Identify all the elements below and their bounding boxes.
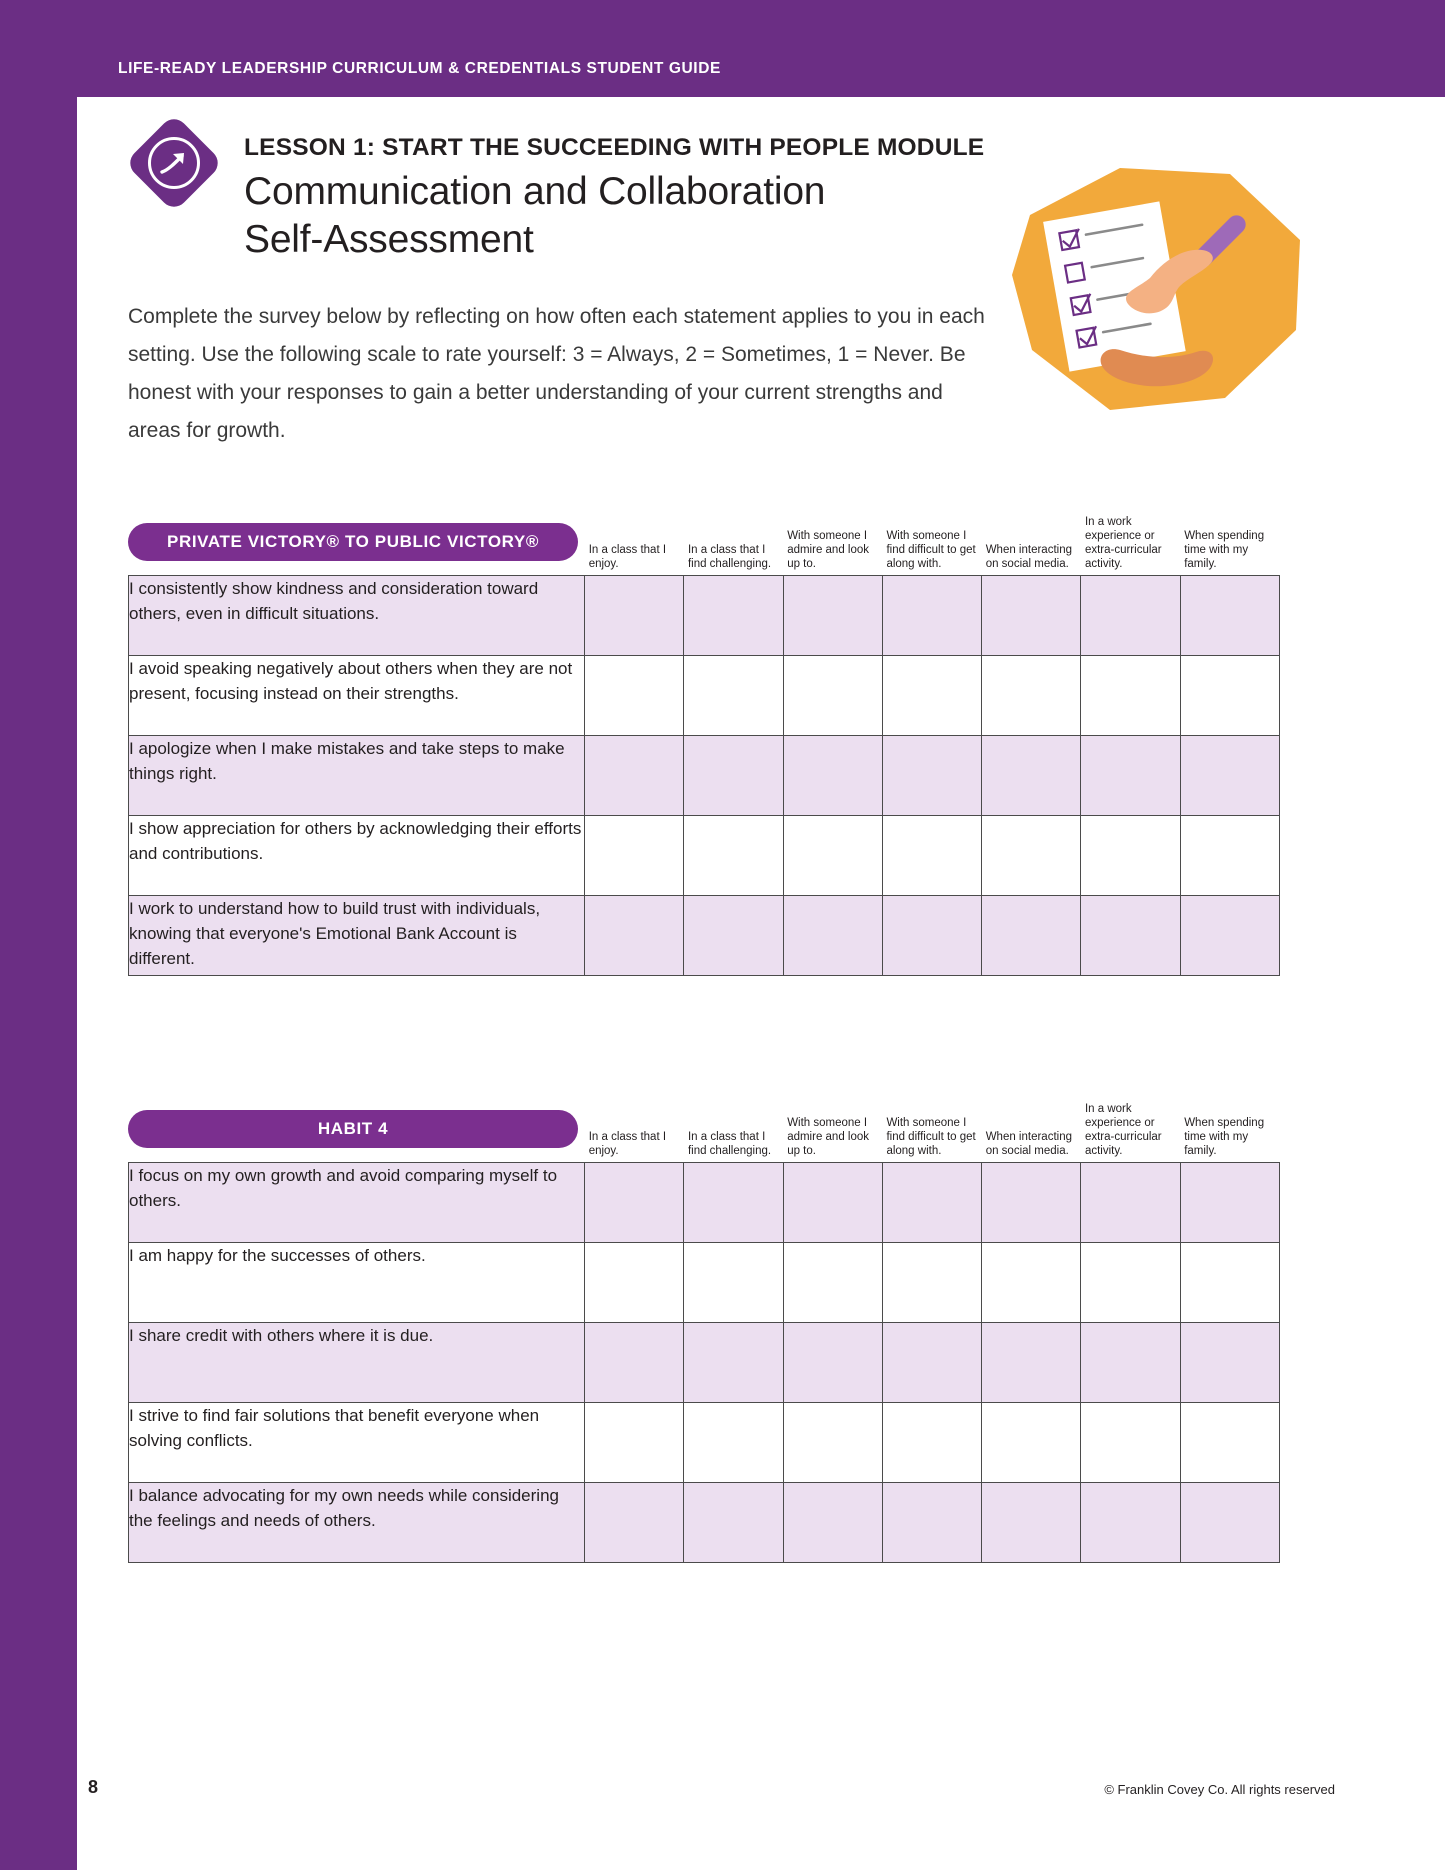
rating-cell[interactable] <box>1081 1323 1180 1403</box>
rating-cell[interactable] <box>1081 816 1180 896</box>
rating-cell[interactable] <box>783 1243 882 1323</box>
table-row <box>129 1243 1280 1323</box>
rating-cell[interactable] <box>1081 896 1180 976</box>
section-pill-habit-4: HABIT 4 <box>128 1110 578 1148</box>
rating-cell[interactable] <box>585 736 684 816</box>
column-header-family: When spending time with my family. <box>1184 1117 1265 1157</box>
rating-cell[interactable] <box>684 1483 783 1563</box>
page-title-line-1: Communication and Collaboration <box>244 170 826 213</box>
column-header-admire: With someone I admire and look up to. <box>787 1117 870 1157</box>
statement-text: I show appreciation for others by acknowledging their efforts and contributions. <box>129 816 585 896</box>
rating-cell[interactable] <box>882 1243 981 1323</box>
intro-paragraph: Complete the survey below by reflecting on how often each statement applies to you in each setting. Use the following scale to rate yourself: 3 = Always, 2 = Sometimes, 1 = Never. Be honest with your responses to gain a better understanding of your current strengths and areas for growth. <box>128 305 985 442</box>
table-row <box>129 1323 1280 1403</box>
rating-cell[interactable] <box>783 1163 882 1243</box>
section-pill-private-victory: PRIVATE VICTORY® TO PUBLIC VICTORY® <box>128 523 578 561</box>
rating-cell[interactable] <box>882 1163 981 1243</box>
rating-cell[interactable] <box>1081 576 1180 656</box>
rating-cell[interactable] <box>1180 1483 1279 1563</box>
table-row <box>129 576 1280 656</box>
rating-cell[interactable] <box>783 736 882 816</box>
column-header-family: When spending time with my family. <box>1184 530 1265 570</box>
rating-cell[interactable] <box>1081 1163 1180 1243</box>
rating-cell[interactable] <box>585 1483 684 1563</box>
column-header-difficult: With someone I find difficult to get along with. <box>886 530 976 570</box>
rating-cell[interactable] <box>585 1163 684 1243</box>
rating-cell[interactable] <box>982 1483 1081 1563</box>
rating-cell[interactable] <box>684 1403 783 1483</box>
rating-cell[interactable] <box>684 1163 783 1243</box>
arrow-circle-icon <box>158 148 190 178</box>
rating-cell[interactable] <box>982 1243 1081 1323</box>
rating-cell[interactable] <box>783 576 882 656</box>
table-row <box>129 1483 1280 1563</box>
table-header-row <box>129 1084 1280 1163</box>
rating-cell[interactable] <box>882 1403 981 1483</box>
rating-cell[interactable] <box>1180 1163 1279 1243</box>
rating-cell[interactable] <box>783 896 882 976</box>
assessment-table-habit-4 <box>128 1084 1280 1563</box>
statement-text: I consistently show kindness and consideration toward others, even in difficult situations. <box>129 576 585 656</box>
table-row <box>129 736 1280 816</box>
rating-cell[interactable] <box>982 736 1081 816</box>
assessment-table-private-victory <box>128 497 1280 976</box>
rating-cell[interactable] <box>1180 656 1279 736</box>
rating-cell[interactable] <box>882 896 981 976</box>
table-row <box>129 656 1280 736</box>
rating-cell[interactable] <box>882 656 981 736</box>
rating-cell[interactable] <box>783 1323 882 1403</box>
column-header-difficult: With someone I find difficult to get along with. <box>886 1117 976 1157</box>
rating-cell[interactable] <box>783 1403 882 1483</box>
rating-cell[interactable] <box>684 896 783 976</box>
table-row <box>129 816 1280 896</box>
page-title-line-2: Self-Assessment <box>244 218 534 261</box>
rating-cell[interactable] <box>982 1163 1081 1243</box>
column-header-class-challenging: In a class that I find challenging. <box>687 544 772 570</box>
rating-cell[interactable] <box>684 1323 783 1403</box>
rating-cell[interactable] <box>1081 656 1180 736</box>
rating-cell[interactable] <box>783 816 882 896</box>
rating-cell[interactable] <box>982 656 1081 736</box>
column-header-social-media: When interacting on social media. <box>985 544 1072 570</box>
rating-cell[interactable] <box>1180 1243 1279 1323</box>
rating-cell[interactable] <box>982 1323 1081 1403</box>
rating-cell[interactable] <box>1180 1403 1279 1483</box>
rating-cell[interactable] <box>1180 736 1279 816</box>
top-purple-bar <box>0 0 1445 97</box>
column-header-class-enjoy: In a class that I enjoy. <box>588 1131 667 1157</box>
table-header-row <box>129 497 1280 576</box>
lesson-kicker: LESSON 1: START THE SUCCEEDING WITH PEOPLE MODULE <box>244 134 985 161</box>
left-purple-bar <box>0 0 77 1870</box>
table-row <box>129 1163 1280 1243</box>
statement-text: I apologize when I make mistakes and take steps to make things right. <box>129 736 585 816</box>
rating-cell[interactable] <box>684 736 783 816</box>
rating-cell[interactable] <box>684 656 783 736</box>
rating-cell[interactable] <box>585 1243 684 1323</box>
table-row <box>129 1403 1280 1483</box>
rating-cell[interactable] <box>982 576 1081 656</box>
rating-cell[interactable] <box>585 816 684 896</box>
running-head: LIFE-READY LEADERSHIP CURRICULUM & CREDENTIALS STUDENT GUIDE <box>118 60 721 77</box>
table-row <box>129 896 1280 976</box>
column-header-social-media: When interacting on social media. <box>985 1131 1072 1157</box>
rating-cell[interactable] <box>1180 576 1279 656</box>
page-number: 8 <box>88 1777 99 1797</box>
rating-cell[interactable] <box>982 896 1081 976</box>
rating-cell[interactable] <box>585 1323 684 1403</box>
column-header-work-activity: In a work experience or extra-curricular activity. <box>1084 1103 1162 1157</box>
lesson-badge <box>128 117 220 209</box>
column-header-class-challenging: In a class that I find challenging. <box>687 1131 772 1157</box>
rating-cell[interactable] <box>1180 816 1279 896</box>
rating-cell[interactable] <box>585 1403 684 1483</box>
hand-writing-checklist-illustration <box>1000 160 1310 420</box>
rating-cell[interactable] <box>684 576 783 656</box>
rating-cell[interactable] <box>1081 1483 1180 1563</box>
statement-text: I strive to find fair solutions that benefit everyone when solving conflicts. <box>129 1403 585 1483</box>
rating-cell[interactable] <box>684 1243 783 1323</box>
rating-cell[interactable] <box>882 736 981 816</box>
statement-text: I balance advocating for my own needs while considering the feelings and needs of others. <box>129 1483 585 1563</box>
statement-text: I focus on my own growth and avoid comparing myself to others. <box>129 1163 585 1243</box>
rating-cell[interactable] <box>882 576 981 656</box>
column-header-class-enjoy: In a class that I enjoy. <box>588 544 667 570</box>
copyright-notice: © Franklin Covey Co. All rights reserved <box>1104 1782 1335 1797</box>
statement-text: I share credit with others where it is due. <box>129 1323 585 1403</box>
rating-cell[interactable] <box>585 576 684 656</box>
rating-cell[interactable] <box>1180 1323 1279 1403</box>
rating-cell[interactable] <box>882 1323 981 1403</box>
rating-cell[interactable] <box>1081 736 1180 816</box>
column-header-work-activity: In a work experience or extra-curricular activity. <box>1084 516 1162 570</box>
rating-cell[interactable] <box>684 816 783 896</box>
rating-cell[interactable] <box>882 1483 981 1563</box>
rating-cell[interactable] <box>1180 896 1279 976</box>
rating-cell[interactable] <box>982 816 1081 896</box>
statement-column-header <box>129 1084 585 1163</box>
rating-cell[interactable] <box>1081 1403 1180 1483</box>
statement-text: I am happy for the successes of others. <box>129 1243 585 1323</box>
rating-cell[interactable] <box>783 656 882 736</box>
rating-cell[interactable] <box>1081 1243 1180 1323</box>
page-title <box>244 168 825 264</box>
statement-text: I avoid speaking negatively about others when they are not present, focusing instead on their strengths. <box>129 656 585 736</box>
statement-column-header <box>129 497 585 576</box>
column-header-admire: With someone I admire and look up to. <box>787 530 870 570</box>
rating-cell[interactable] <box>585 656 684 736</box>
statement-text: I work to understand how to build trust with individuals, knowing that everyone's Emotional Bank Account is different. <box>129 896 585 976</box>
rating-cell[interactable] <box>882 816 981 896</box>
rating-cell[interactable] <box>585 896 684 976</box>
rating-cell[interactable] <box>783 1483 882 1563</box>
rating-cell[interactable] <box>982 1403 1081 1483</box>
